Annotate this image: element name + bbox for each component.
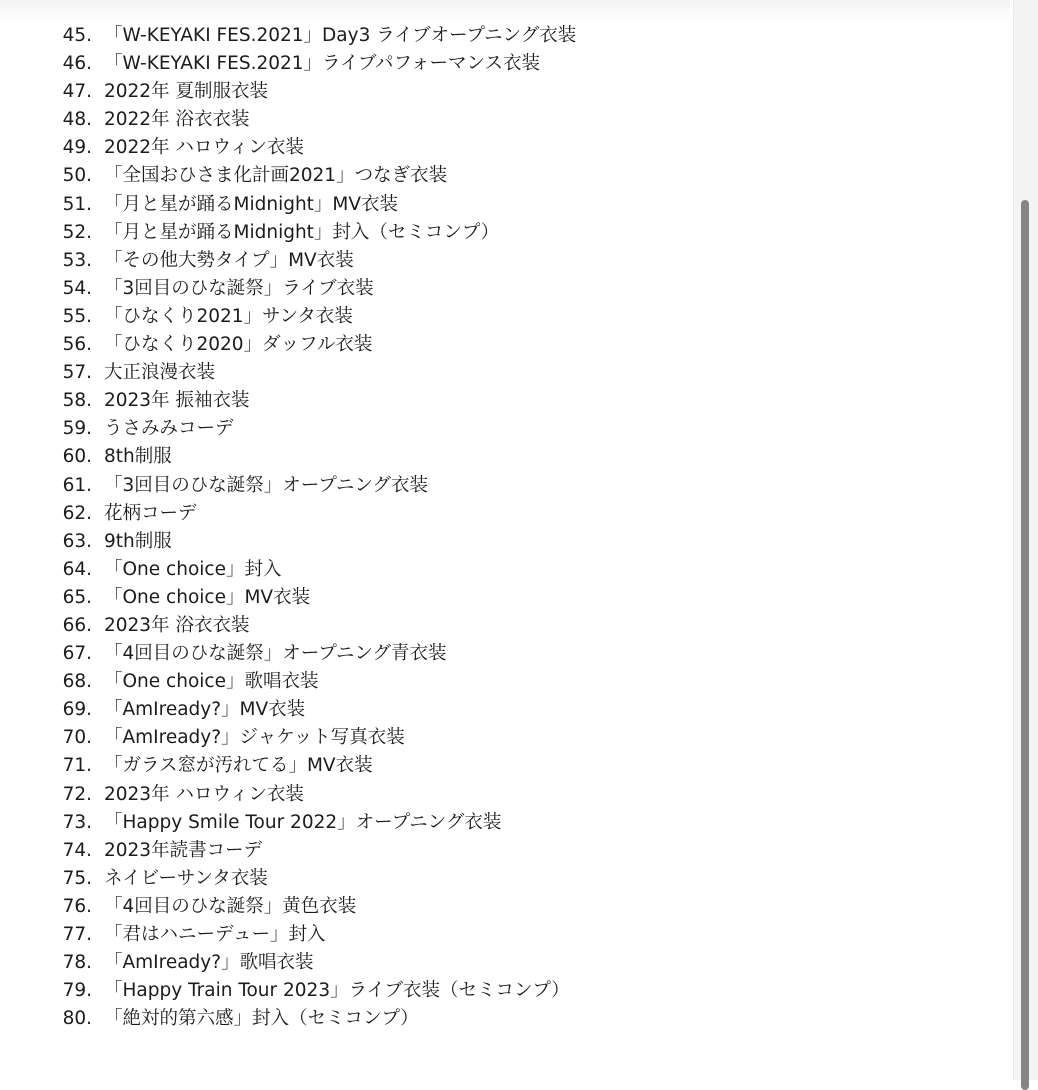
- list-item: [0, 50, 1010, 78]
- list-item: [0, 809, 1010, 837]
- item-number: 66.: [62, 614, 92, 636]
- item-number: 49.: [62, 137, 92, 159]
- item-number: 79.: [62, 980, 92, 1002]
- item-text: 「AmIready?」歌唱衣装: [104, 952, 314, 974]
- item-number: 53.: [62, 249, 92, 271]
- item-number: 48.: [62, 109, 92, 131]
- item-number: 65.: [62, 586, 92, 608]
- item-number: 57.: [62, 362, 92, 384]
- item-text: 花柄コーデ: [104, 502, 197, 524]
- item-number: 76.: [62, 895, 92, 917]
- item-number: 46.: [62, 53, 92, 75]
- item-number: 69.: [62, 699, 92, 721]
- item-text: 「月と星が踊るMidnight」MV衣装: [104, 193, 399, 215]
- item-text: 「ひなくり2021」サンタ衣装: [104, 305, 353, 327]
- list-item: [0, 331, 1010, 359]
- list-item: [0, 219, 1010, 247]
- item-number: 68.: [62, 671, 92, 693]
- list-item: [0, 22, 1010, 50]
- item-text: 「3回目のひな誕祭」オープニング衣装: [104, 474, 429, 496]
- item-text: 2023年読書コーデ: [104, 839, 263, 861]
- item-number: 72.: [62, 783, 92, 805]
- item-number: 58.: [62, 390, 92, 412]
- item-number: 67.: [62, 643, 92, 665]
- list-item: [0, 977, 1010, 1005]
- scrollbar-thumb[interactable]: [1021, 200, 1029, 1090]
- item-text: 8th制服: [104, 446, 172, 468]
- item-number: 78.: [62, 952, 92, 974]
- item-text: 「全国おひさま化計画2021」つなぎ衣装: [104, 165, 448, 187]
- item-number: 47.: [62, 81, 92, 103]
- item-text: 「One choice」MV衣装: [104, 586, 311, 608]
- item-text: 「絶対的第六感」封入（セミコンプ）: [104, 1008, 419, 1030]
- list-item: [0, 556, 1010, 584]
- item-number: 63.: [62, 530, 92, 552]
- item-text: 「AmIready?」ジャケット写真衣装: [104, 727, 405, 749]
- top-fade: [0, 0, 1010, 22]
- list-item: [0, 893, 1010, 921]
- item-text: ネイビーサンタ衣装: [104, 867, 268, 889]
- scrollbar-track[interactable]: [1013, 0, 1038, 1080]
- item-number: 45.: [62, 25, 92, 46]
- item-text: 「One choice」歌唱衣装: [104, 671, 319, 693]
- list-item: [0, 584, 1010, 612]
- item-text: 「ひなくり2020」ダッフル衣装: [104, 334, 373, 356]
- list-item: [0, 781, 1010, 809]
- item-number: 54.: [62, 277, 92, 299]
- list-item: [0, 247, 1010, 275]
- item-text: 「AmIready?」MV衣装: [104, 699, 306, 721]
- list-item: [0, 612, 1010, 640]
- item-text: 「One choice」封入: [104, 558, 282, 580]
- list-item: [0, 724, 1010, 752]
- list-item: [0, 359, 1010, 387]
- item-number: 51.: [62, 193, 92, 215]
- list-item: [0, 640, 1010, 668]
- item-text: 2022年 浴衣衣装: [104, 109, 250, 131]
- item-number: 71.: [62, 755, 92, 777]
- list-item: [0, 696, 1010, 724]
- list-item: [0, 1005, 1010, 1033]
- item-number: 60.: [62, 446, 92, 468]
- item-number: 73.: [62, 811, 92, 833]
- list-item: [0, 921, 1010, 949]
- list-item: [0, 949, 1010, 977]
- item-text: 「月と星が踊るMidnight」封入（セミコンプ）: [104, 221, 500, 243]
- item-number: 64.: [62, 558, 92, 580]
- item-number: 77.: [62, 924, 92, 945]
- item-text: 「その他大勢タイプ」MV衣装: [104, 249, 354, 271]
- list-item: [0, 528, 1010, 556]
- item-number: 61.: [62, 474, 92, 496]
- item-text: 「4回目のひな誕祭」黄色衣装: [104, 895, 357, 917]
- item-text: 大正浪漫衣装: [104, 362, 216, 384]
- list-item: [0, 106, 1010, 134]
- item-text: 9th制服: [104, 530, 172, 552]
- item-number: 62.: [62, 502, 92, 524]
- item-text: 2023年 振袖衣装: [104, 390, 250, 412]
- list-item: [0, 134, 1010, 162]
- item-text: 「W-KEYAKI FES.2021」ライブパフォーマンス衣装: [104, 53, 540, 75]
- list-item: [0, 162, 1010, 190]
- item-text: 「君はハニーデュー」封入: [104, 924, 326, 945]
- item-text: うさみみコーデ: [104, 418, 234, 440]
- item-number: 52.: [62, 221, 92, 243]
- item-number: 50.: [62, 165, 92, 187]
- item-text: 2022年 ハロウィン衣装: [104, 137, 304, 159]
- item-number: 74.: [62, 839, 92, 861]
- item-text: 「W-KEYAKI FES.2021」Day3 ライブオープニング衣装: [104, 25, 577, 46]
- item-text: 「ガラス窓が汚れてる」MV衣装: [104, 755, 373, 777]
- list-item: [0, 387, 1010, 415]
- list-item: [0, 275, 1010, 303]
- list-item: [0, 500, 1010, 528]
- list-item: [0, 752, 1010, 780]
- list-item: [0, 191, 1010, 219]
- list-item: [0, 443, 1010, 471]
- item-text: 「3回目のひな誕祭」ライブ衣装: [104, 277, 374, 299]
- list-item: [0, 472, 1010, 500]
- item-number: 59.: [62, 418, 92, 440]
- list-item: [0, 668, 1010, 696]
- list-item: [0, 837, 1010, 865]
- list-item: [0, 415, 1010, 443]
- item-number: 80.: [62, 1008, 92, 1030]
- item-text: 2023年 ハロウィン衣装: [104, 783, 304, 805]
- item-number: 75.: [62, 867, 92, 889]
- item-number: 70.: [62, 727, 92, 749]
- list-item: [0, 865, 1010, 893]
- list-item: [0, 303, 1010, 331]
- item-text: 「Happy Train Tour 2023」ライブ衣装（セミコンプ）: [104, 980, 570, 1002]
- item-number: 56.: [62, 334, 92, 356]
- item-text: 「Happy Smile Tour 2022」オープニング衣装: [104, 811, 502, 833]
- costume-list: [0, 22, 1010, 1033]
- item-text: 「4回目のひな誕祭」オープニング青衣装: [104, 643, 447, 665]
- item-text: 2022年 夏制服衣装: [104, 81, 268, 103]
- list-item: [0, 78, 1010, 106]
- item-number: 55.: [62, 305, 92, 327]
- item-text: 2023年 浴衣衣装: [104, 614, 250, 636]
